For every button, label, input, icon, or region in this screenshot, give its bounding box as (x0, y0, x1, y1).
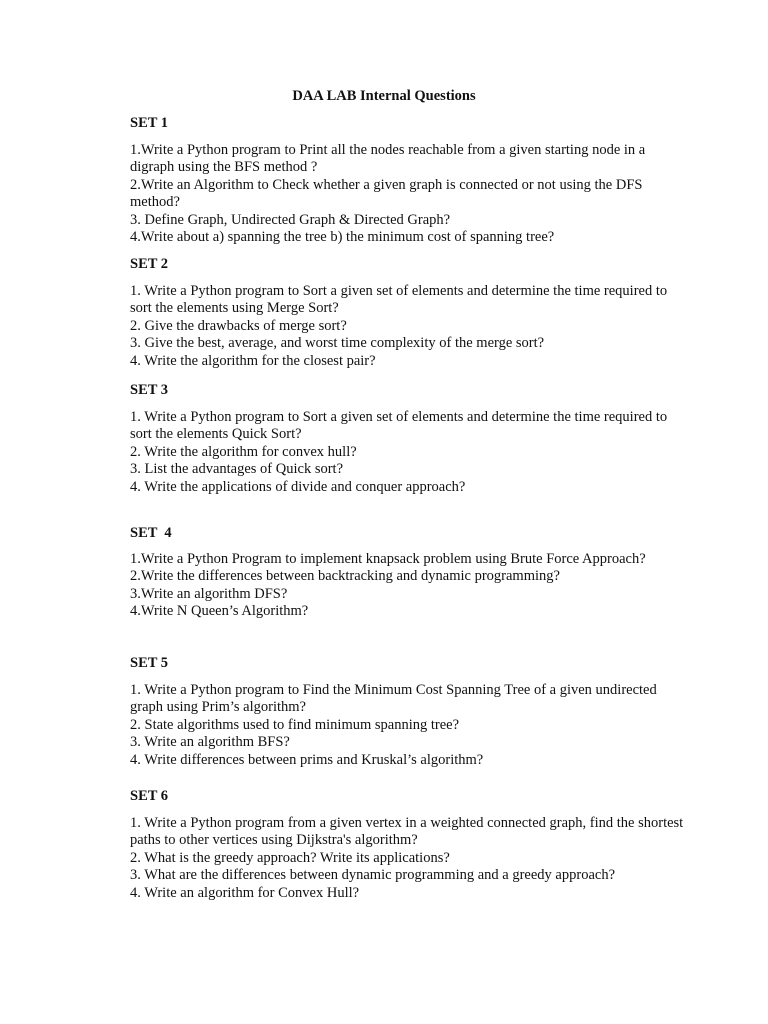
set-3-question-4: 4. Write the applications of divide and conquer approach? (130, 478, 466, 495)
document-title: DAA LAB Internal Questions (292, 88, 476, 104)
set-3-question-1: 1. Write a Python program to Sort a given set of elements and determine the time required to sort the elements Quick Sort? (130, 409, 668, 443)
set-6-question-3: 3. What are the differences between dynamic programming and a greedy approach? (130, 867, 615, 884)
set-3-question-2: 2. Write the algorithm for convex hull? (130, 443, 357, 460)
set-5-questions (130, 682, 690, 769)
set-4-question-4: 4.Write N Queen’s Algorithm? (130, 603, 309, 620)
set-1-question-3: 3. Define Graph, Undirected Graph & Directed Graph? (130, 211, 451, 228)
set-5-heading: SET 5 (130, 655, 169, 671)
set-1-question-4: 4.Write about a) spanning the tree b) the minimum cost of spanning tree? (130, 229, 555, 246)
set-5-question-1: 1. Write a Python program to Find the Minimum Cost Spanning Tree of a given undirected graph using Prim’s algorithm? (130, 682, 657, 716)
set-6-heading: SET 6 (130, 788, 169, 804)
set-6-question-2: 2. What is the greedy approach? Write its applications? (130, 849, 450, 866)
set-2-heading: SET 2 (130, 256, 169, 272)
set-3-question-3: 3. List the advantages of Quick sort? (130, 461, 344, 478)
set-5-question-4: 4. Write differences between prims and Kruskal’s algorithm? (130, 751, 484, 768)
set-6-question-1: 1. Write a Python program from a given vertex in a weighted connected graph, find the shortest paths to other vertices using Dijkstra's algorithm? (130, 815, 684, 849)
set-5-question-2: 2. State algorithms used to find minimum spanning tree? (130, 716, 460, 733)
set-2-question-1: 1. Write a Python program to Sort a given set of elements and determine the time required to sort the elements using Merge Sort? (130, 283, 668, 317)
set-4-question-1: 1.Write a Python Program to implement knapsack problem using Brute Force Approach? (130, 551, 646, 567)
set-1-questions (130, 142, 690, 246)
set-4-question-3: 3.Write an algorithm DFS? (130, 585, 288, 602)
set-2-question-4: 4. Write the algorithm for the closest pair? (130, 352, 376, 369)
set-4-question-2: 2.Write the differences between backtracking and dynamic programming? (130, 568, 560, 585)
set-6-questions (130, 815, 690, 902)
set-4-questions (130, 551, 690, 621)
set-1-heading: SET 1 (130, 115, 169, 131)
set-2-question-3: 3. Give the best, average, and worst time complexity of the merge sort? (130, 335, 545, 352)
set-3-heading: SET 3 (130, 382, 169, 398)
set-1-question-2: 2.Write an Algorithm to Check whether a given graph is connected or not using the DFS method? (130, 176, 643, 211)
set-5-question-3: 3. Write an algorithm BFS? (130, 734, 290, 751)
set-2-question-2: 2. Give the drawbacks of merge sort? (130, 317, 347, 334)
set-6-question-4: 4. Write an algorithm for Convex Hull? (130, 884, 360, 901)
set-2-questions (130, 283, 690, 370)
set-3-questions (130, 409, 690, 496)
set-1-question-1: 1.Write a Python program to Print all the nodes reachable from a given starting node in a digraph using the BFS method ? (130, 142, 646, 176)
set-4-heading: SET 4 (130, 525, 172, 541)
